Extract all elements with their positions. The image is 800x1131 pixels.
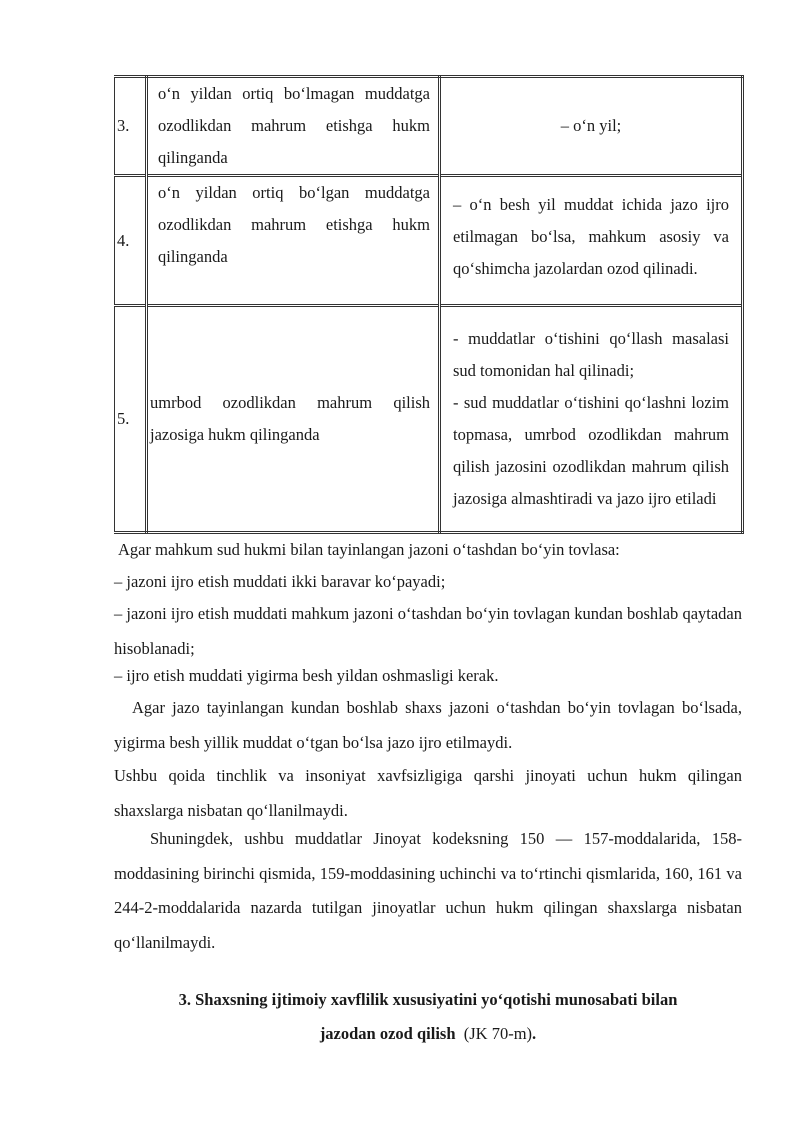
row-number: 5. [115, 306, 147, 533]
row-number: 4. [115, 176, 147, 306]
table-row [115, 306, 743, 533]
table-row [115, 77, 743, 176]
result-cell: – o‘n yil; [560, 116, 622, 135]
paragraph: – jazoni ijro etish muddati mahkum jazoni o‘tashdan bo‘yin tovlagan kundan boshlab qaytadan hisoblanadi; [114, 604, 742, 658]
paragraph: Shuningdek, ushbu muddatlar Jinoyat kodeksning 150 — 157-moddalarida, 158-moddasining birinchi qismida, 159-moddasining uchinchi va to‘rtinchi qismlarida, 160, 161 va 244-2-moddalarida nazarda tutilgan jinoyatlar uchun hukm qilingan shaxslarga nisbatan qo‘llanilmaydi. [114, 829, 742, 952]
condition-cell: o‘n yildan ortiq bo‘lgan muddatga ozodlikdan mahrum etishga hukm qilinganda [158, 183, 430, 266]
heading-line: 3. Shaxsning ijtimoiy xavflilik xususiyatini yo‘qotishi munosabati bilan [178, 990, 678, 1009]
paragraph: Ushbu qoida tinchlik va insoniyat xavfsizligiga qarshi jinoyati uchun hukm qilingan shaxslarga nisbatan qo‘llanilmaydi. [114, 766, 742, 820]
condition-cell: umrbod ozodlikdan mahrum qilish jazosiga hukm qilinganda [150, 393, 430, 444]
section-heading [114, 983, 742, 1051]
heading-bold-text: jazodan ozod qilish [319, 1024, 456, 1043]
paragraph: Agar mahkum sud hukmi bilan tayinlangan jazoni o‘tashdan bo‘yin tovlasa: [118, 540, 620, 559]
heading-reference: (JK 70-m) [463, 1024, 533, 1043]
terms-table [114, 75, 744, 534]
paragraph: – jazoni ijro etish muddati ikki baravar ko‘payadi; [114, 572, 446, 591]
result-cell: – o‘n besh yil muddat ichida jazo ijro etilmagan bo‘lsa, mahkum asosiy va qo‘shimcha jazolardan ozod qilinadi. [453, 195, 729, 278]
paragraph: Agar jazo tayinlangan kundan boshlab shaxs jazoni o‘tashdan bo‘yin tovlagan bo‘lsada, yigirma besh yillik muddat o‘tgan bo‘lsa jazo ijro etilmaydi. [114, 698, 742, 752]
heading-period: . [532, 1024, 537, 1043]
row-number: 3. [115, 77, 147, 176]
paragraph: – ijro etish muddati yigirma besh yildan oshmasligi kerak. [114, 666, 499, 685]
table-row [115, 176, 743, 306]
condition-cell: o‘n yildan ortiq bo‘lmagan muddatga ozodlikdan mahrum etishga hukm qilinganda [158, 84, 430, 167]
result-line: - muddatlar o‘tishini qo‘llash masalasi sud tomonidan hal qilinadi; [453, 329, 729, 380]
heading-line [114, 1017, 742, 1051]
result-line: - sud muddatlar o‘tishini qo‘lashni lozim topmasa, umrbod ozodlikdan mahrum qilish jazosini ozodlikdan mahrum qilish jazosiga almashtiradi va jazo ijro etiladi [453, 393, 729, 508]
